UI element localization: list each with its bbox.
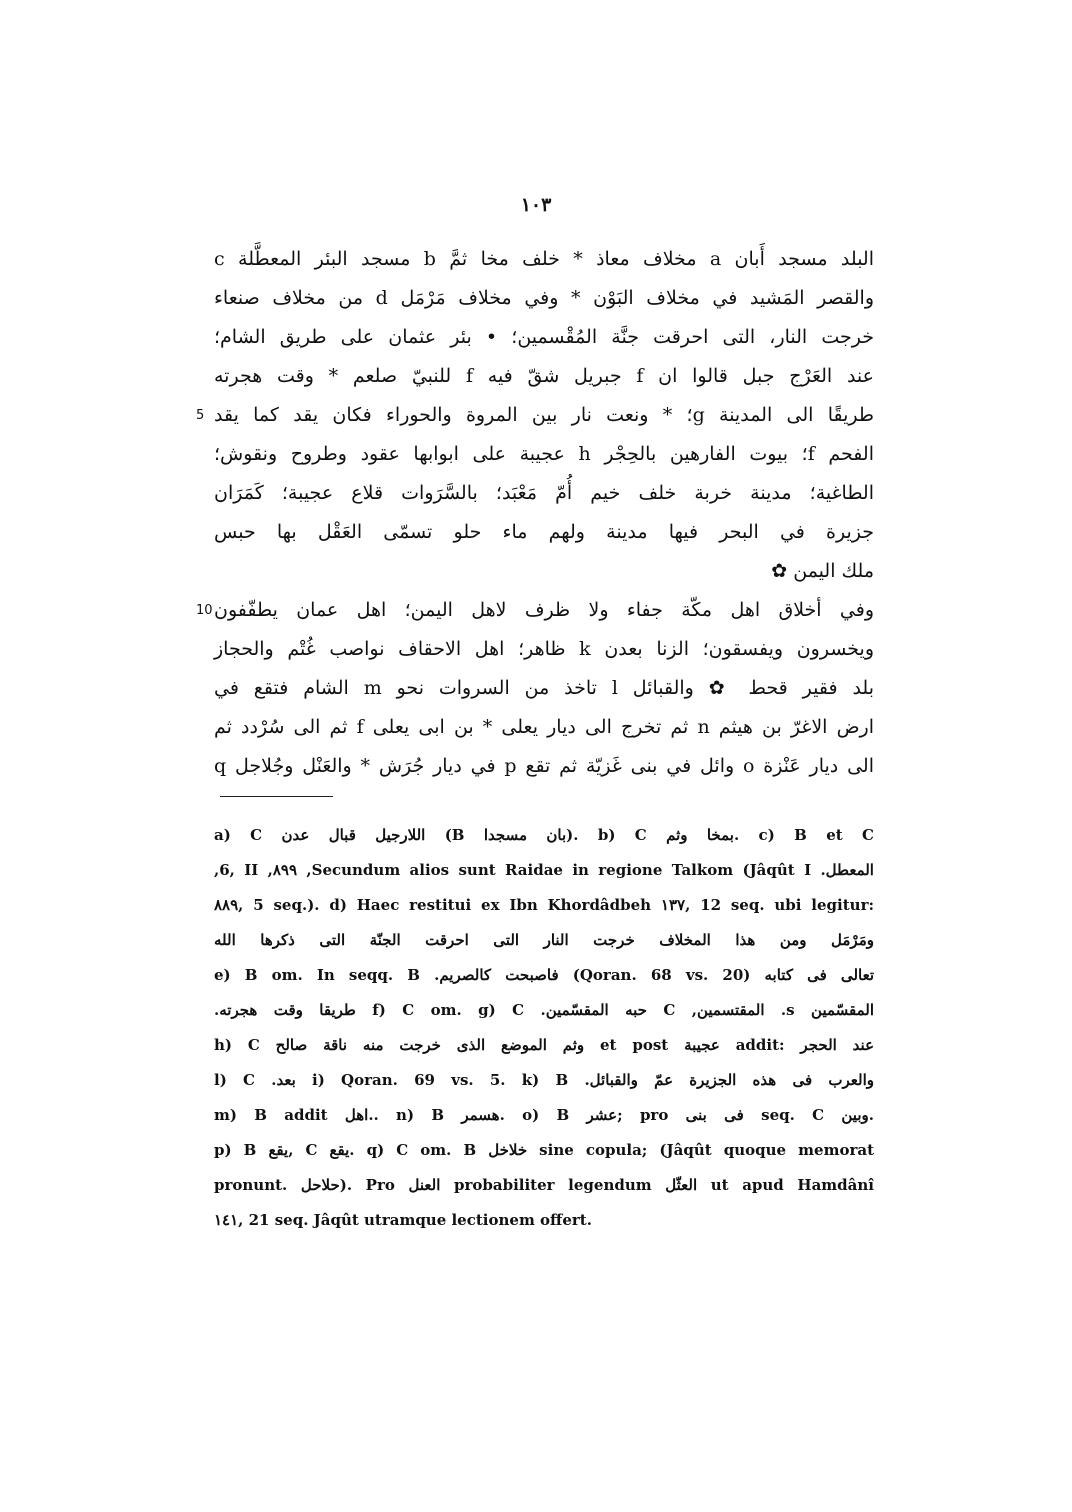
line-number-marker: 10	[196, 603, 213, 618]
text-line: ارض الاغرّ بن هيثم n ثم تخرج الى ديار يعلى * بن ابى يعلى f ثم الى سُرْدد ثم	[214, 716, 874, 738]
text-line: والقصر المَشيد في مخلاف البَوْن * وفي مخلاف مَرْمَل d من مخلاف صنعاء	[214, 287, 874, 309]
footnote-line: والعرب فى هذه الجزيرة عمّ والقبائل. i) Qoran. 69 vs. 5. k) B بعد. l) C	[214, 1071, 874, 1089]
text-line: الى ديار عَنْزة o وائل في بنى غَزيّة ثم تقع p في ديار جُرَش * والعَنْل وجُلاجل q	[214, 755, 874, 777]
text-line-content: وفي أخلاق اهل مكّة جفاء ولا ظرف لاهل اليمن؛ اهل عمان يطفّفون	[214, 599, 874, 621]
text-line: خرجت النار، التى احرقت جنَّة المُقْسمين؛ • بئر عثمان على طريق الشام؛	[214, 326, 874, 348]
footnote-line: ومَرْمَل ومن هذا المخلاف خرجت النار التى احرقت الجنّة التى ذكرها الله	[214, 931, 874, 949]
text-line-content: طريقًا الى المدينة g؛ * ونعت نار بين المروة والحوراء فكان يقد كما يقد	[214, 404, 874, 426]
text-line: البلد مسجد أَبان a مخلاف معاذ * خلف مخا ثمَّ b مسجد البئر المعطَّلة c	[214, 248, 874, 270]
footnote-line: m) B addit اهل.. n) B هسمر. o) B عشر; pro فى بنى seq. C وبين.	[214, 1106, 874, 1124]
text-line: بلد فقير قحط ✿ والقبائل l تاخذ من السروات نحو m الشام فتقع في	[214, 677, 875, 699]
text-line: الفحم f؛ بيوت الفارهين بالحِجْر h عجيبة على ابوابها عقود وطروح ونقوش؛	[214, 443, 874, 465]
text-line: ويخسرون ويفسقون؛ الزنا بعدن k ظاهر؛ اهل الاحقاف نواصب غُتْم والحجاز	[214, 638, 874, 660]
text-line: ملك اليمن ✿	[771, 560, 874, 582]
footnote-line: h) C وثم الموضع الذى خرجت منه ناقة صالح et post عجيبة addit: عند الحجر	[214, 1036, 875, 1054]
text-line: الطاغية؛ مدينة خربة خلف خيم أُمّ مَعْبَد؛ بالسَّرَوات قلاع عجيبة؛ كَمَرَان	[214, 482, 874, 504]
footnote-line: pronunt. حلاحل). Pro العنل probabiliter legendum العثّل ut apud Hamdânî	[214, 1176, 874, 1194]
text-line	[196, 396, 874, 435]
footnote-line: المعطل. Secundum alios sunt Raidae in regione Talkom (Jâqût I, ٨٩٩, 6, II,	[214, 861, 874, 879]
footnote-divider	[220, 796, 333, 797]
line-number-marker: 5	[196, 408, 205, 423]
text-line	[196, 591, 874, 630]
footnotes-block	[214, 818, 874, 1238]
footnote-line: ٨٨٩, 5 seq.). d) Haec restitui ex Ibn Khordâdbeh ١٣٧, 12 seq. ubi legitur:	[214, 896, 875, 914]
page-number: ١٠٣	[520, 194, 552, 216]
footnote-line: p) B يقع, C يقع. q) C om. B خلاخل sine copula; (Jâqût quoque memorat	[214, 1141, 875, 1159]
footnote-line: a) C اللارجيل قبال عدن (B بان مسجدا). b) C بمخا وثم. c) B et C	[214, 826, 874, 844]
text-line: عند العَرْج جبل قالوا ان f جبريل شقّ فيه f للنبيّ صلعم * وقت هجرته	[214, 365, 874, 387]
main-text-block	[196, 240, 875, 786]
footnote-line: المقسّمين s. المقتسمين, C حبه المقسّمين. f) C om. g) C طريقا وقت هجرته.	[214, 1001, 875, 1019]
footnote-line: ١٤١, 21 seq. Jâqût utramque lectionem offert.	[214, 1211, 592, 1229]
footnote-line: تعالى فى كتابه (Qoran. 68 vs. 20) فاصبحت كالصريم. e) B om. In seqq. B	[214, 966, 874, 984]
text-line: جزيرة في البحر فيها مدينة ولهم ماء حلو تسمّى العَقْل بها حبس	[214, 521, 874, 543]
